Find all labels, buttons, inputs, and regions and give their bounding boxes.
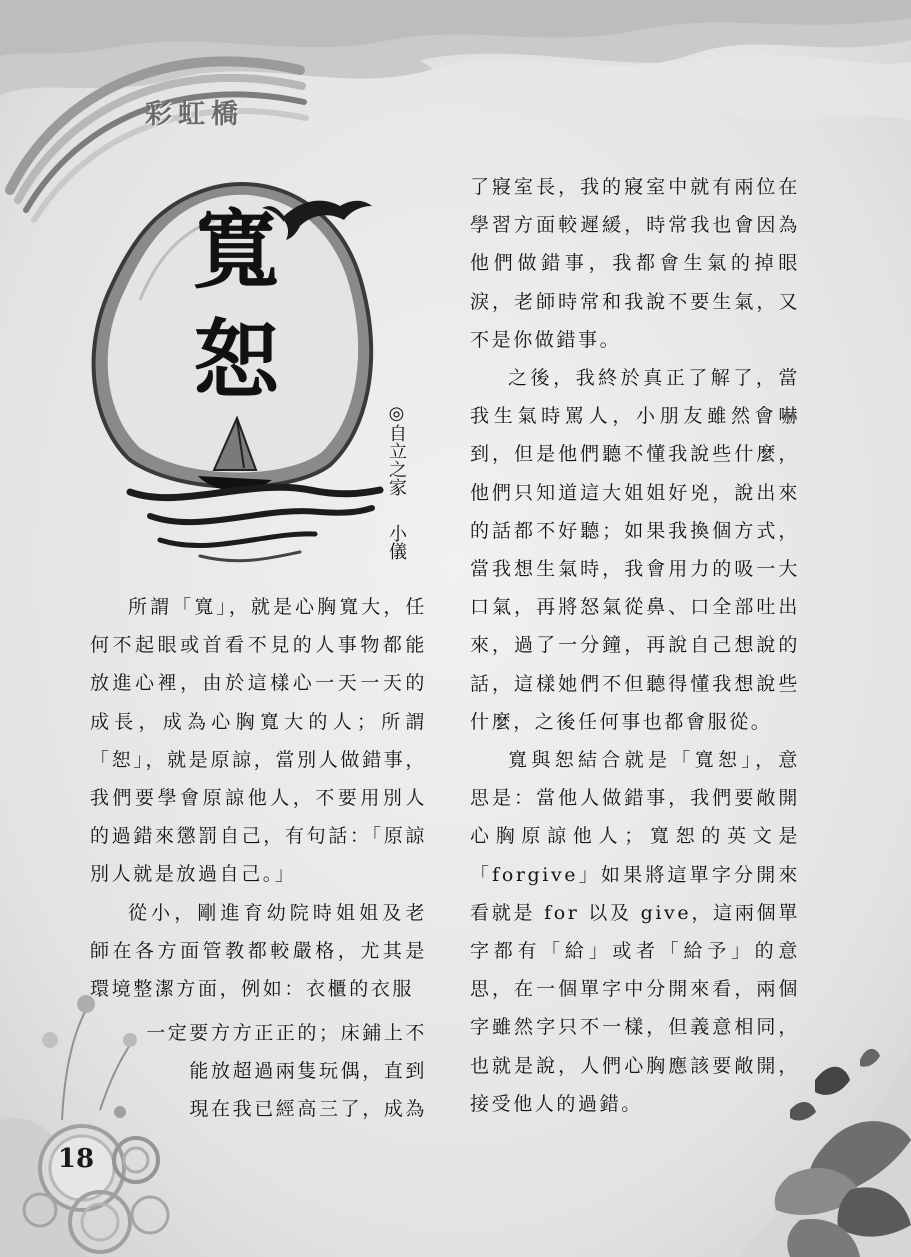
- text-line: 能放超過兩隻玩偶，直到: [189, 1060, 427, 1083]
- article-title-char-2: 恕: [193, 310, 279, 411]
- byline-author: 小儀: [386, 524, 407, 560]
- paragraph: 所謂「寬」，就是心胸寬大，任何不起眼或首看不見的人事物都能放進心裡，由於這樣心一天一天的成長，成為心胸寬大的人；所謂「恕」，就是原諒，當別人做錯事，我們要學會原諒他人，不要用別人的過錯來懲罰自己，有句話：「原諒別人就是放過自己。」: [90, 596, 427, 886]
- text-line: 現在我已經高三了，成為: [189, 1098, 427, 1121]
- text-line: 一定要方方正正的；床鋪上不: [146, 1022, 427, 1044]
- paragraph: 之後，我終於真正了解了，當我生氣時罵人，小朋友雖然會嚇到，但是他們聽不懂我說些什麼，他們只知道這大姐姐好兇，說出來的話都不好聽；如果我換個方式，當我想生氣時，我會用力的吸一大口氣，再將怒氣從鼻、口全部吐出來，過了一分鐘，再說自己想說的話，這樣她們不但聽得懂我想說些什麼，之後任何事也都會服從。: [470, 367, 800, 733]
- paragraph: 從小，剛進育幼院時姐姐及老師在各方面管教都較嚴格，尤其是環境整潔方面，例如：衣櫃的衣服: [90, 901, 427, 1001]
- right-column: [470, 168, 800, 1123]
- paragraph: 了寢室長，我的寢室中就有兩位在學習方面較遲緩，時常我也會因為他們做錯事，我都會生氣的掉眼淚，老師時常和我說不要生氣，又不是你做錯事。: [470, 176, 800, 351]
- page-number: 18: [57, 1144, 95, 1174]
- article-title-char-1: 寬: [193, 200, 279, 301]
- left-column: [90, 588, 427, 1008]
- article-byline: [384, 403, 408, 560]
- section-title: 彩虹橋: [145, 99, 244, 130]
- left-column-tail: [90, 1014, 427, 1129]
- byline-source: ◎自立之家: [386, 403, 407, 496]
- paragraph: 寬與恕結合就是「寬恕」，意思是：當他人做錯事，我們要敞開心胸原諒他人；寬恕的英文是「forgive」如果將這單字分開來看就是 for 以及 give，這兩個單字都有「給」或者「給予」的意思，在一個單字中分開來看，兩個字雖然字只不一樣，但義意相同，也就是說，人們心胸應該要敞開，接受他人的過錯。: [470, 749, 800, 1115]
